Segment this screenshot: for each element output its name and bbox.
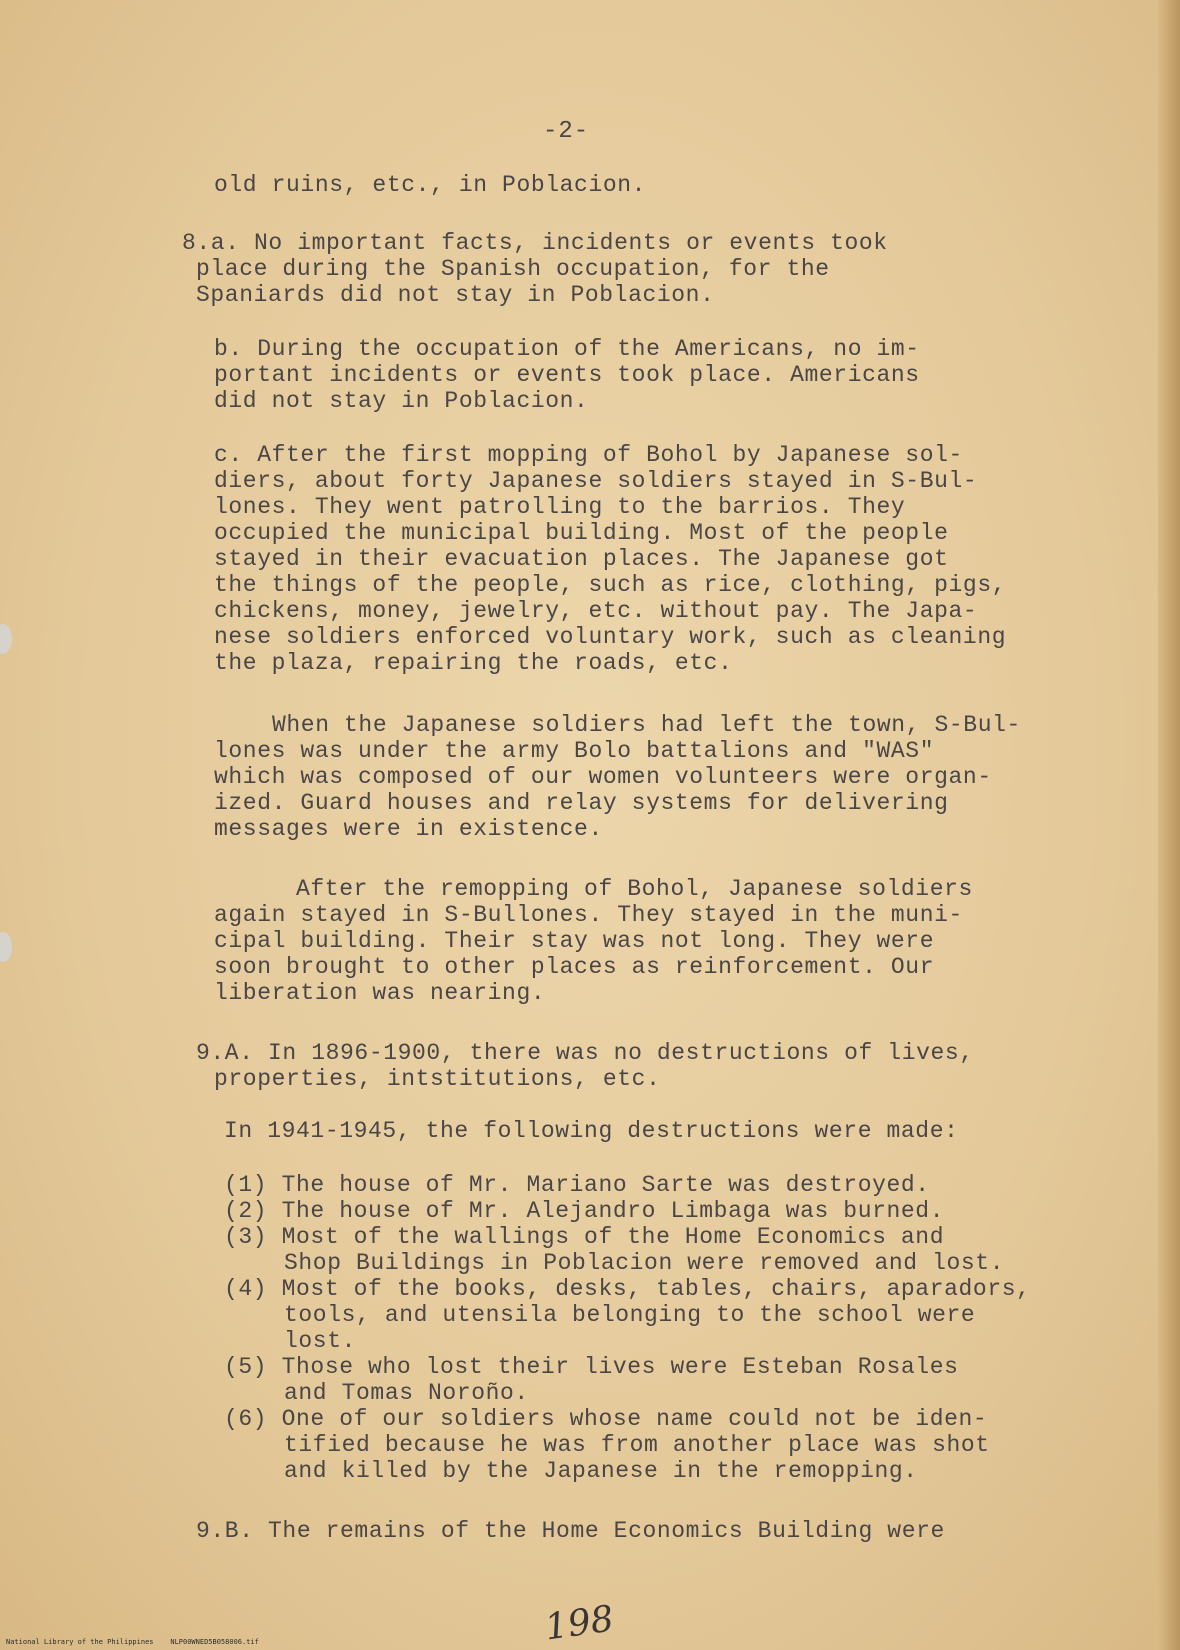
list-item-continuation: lost. xyxy=(284,1328,357,1354)
punch-hole xyxy=(0,624,12,654)
list-item: (5) Those who lost their lives were Esteban Rosales xyxy=(224,1354,959,1380)
list-item: (6) One of our soldiers whose name could not be iden- xyxy=(224,1406,988,1432)
text-line: portant incidents or events took place. Americans xyxy=(214,362,920,388)
archive-footer: National Library of the Philippines NLP00WNED5B058006.tif xyxy=(6,1638,259,1646)
text-line: After the remopping of Bohol, Japanese soldiers xyxy=(296,876,973,902)
text-line: did not stay in Poblacion. xyxy=(214,388,589,414)
page-number: -2- xyxy=(543,118,590,145)
text-line: chickens, money, jewelry, etc. without pay. The Japa- xyxy=(214,598,978,624)
list-item-continuation: tified because he was from another place was shot xyxy=(284,1432,990,1458)
text-line: which was composed of our women volunteers were organ- xyxy=(214,764,992,790)
list-item-continuation: Shop Buildings in Poblacion were removed and lost. xyxy=(284,1250,1005,1276)
list-item-continuation: and killed by the Japanese in the remopping. xyxy=(284,1458,918,1484)
text-line: In 1941-1945, the following destructions were made: xyxy=(224,1118,959,1144)
text-line: ized. Guard houses and relay systems for delivering xyxy=(214,790,949,816)
text-line: stayed in their evacuation places. The Japanese got xyxy=(214,546,949,572)
text-line: the plaza, repairing the roads, etc. xyxy=(214,650,733,676)
text-line: the things of the people, such as rice, clothing, pigs, xyxy=(214,572,1007,598)
text-line: 8.a. No important facts, incidents or events took xyxy=(182,230,888,256)
page-edge-shadow xyxy=(1158,0,1180,1650)
text-line: b. During the occupation of the Americans, no im- xyxy=(214,336,920,362)
text-line: soon brought to other places as reinforcement. Our xyxy=(214,954,935,980)
text-line: When the Japanese soldiers had left the town, S-Bul- xyxy=(272,712,1021,738)
text-line: Spaniards did not stay in Poblacion. xyxy=(196,282,715,308)
text-line: nese soldiers enforced voluntary work, such as cleaning xyxy=(214,624,1007,650)
text-line: place during the Spanish occupation, for the xyxy=(196,256,830,282)
text-line: messages were in existence. xyxy=(214,816,603,842)
text-line: 9.B. The remains of the Home Economics Building were xyxy=(196,1518,945,1544)
list-item-continuation: and Tomas Noroño. xyxy=(284,1380,529,1406)
list-item-continuation: tools, and utensila belonging to the school were xyxy=(284,1302,976,1328)
handwritten-page-number: 198 xyxy=(542,1598,617,1649)
punch-hole xyxy=(0,932,12,962)
text-line: occupied the municipal building. Most of the people xyxy=(214,520,949,546)
list-item: (1) The house of Mr. Mariano Sarte was destroyed. xyxy=(224,1172,930,1198)
text-line: lones. They went patrolling to the barrios. They xyxy=(214,494,906,520)
text-line: properties, intstitutions, etc. xyxy=(214,1066,661,1092)
text-line: again stayed in S-Bullones. They stayed in the muni- xyxy=(214,902,963,928)
text-line: lones was under the army Bolo battalions and "WAS" xyxy=(214,738,935,764)
text-line: old ruins, etc., in Poblacion. xyxy=(214,172,647,198)
list-item: (3) Most of the wallings of the Home Economics and xyxy=(224,1224,945,1250)
text-line: diers, about forty Japanese soldiers stayed in S-Bul- xyxy=(214,468,978,494)
text-line: 9.A. In 1896-1900, there was no destructions of lives, xyxy=(196,1040,974,1066)
list-item: (4) Most of the books, desks, tables, chairs, aparadors, xyxy=(224,1276,1031,1302)
text-line: liberation was nearing. xyxy=(214,980,546,1006)
list-item: (2) The house of Mr. Alejandro Limbaga was burned. xyxy=(224,1198,945,1224)
text-line: cipal building. Their stay was not long. They were xyxy=(214,928,935,954)
text-line: c. After the first mopping of Bohol by Japanese sol- xyxy=(214,442,963,468)
